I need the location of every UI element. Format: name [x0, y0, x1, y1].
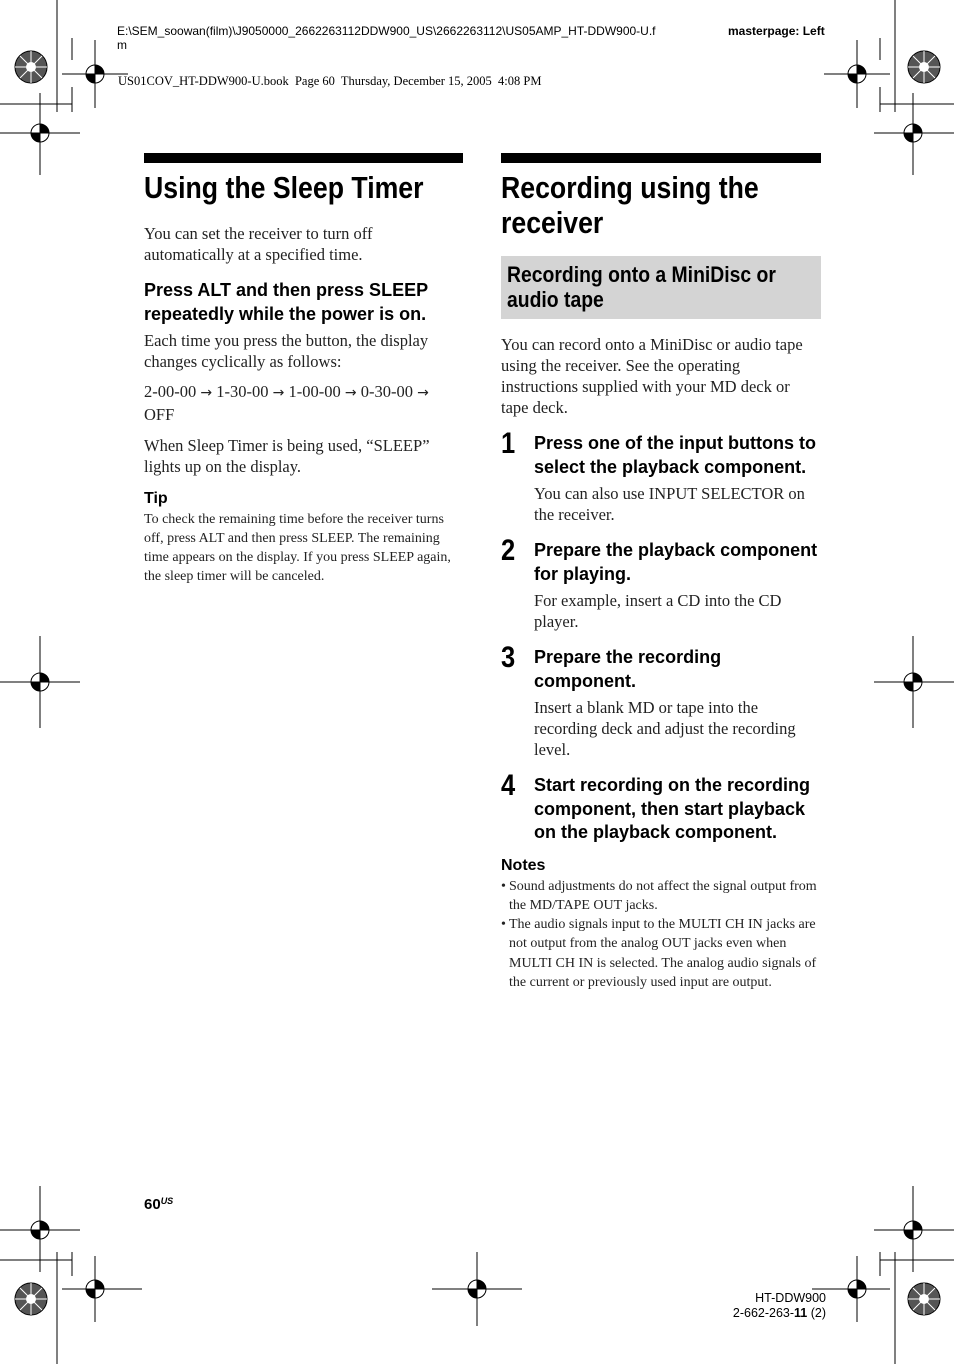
cycle-step: 1-00-00 — [288, 382, 341, 401]
instruction-heading: Press ALT and then press SLEEP repeatedly while the power is on. — [144, 280, 428, 324]
step-body: You can also use INPUT SELECTOR on the receiver. — [534, 484, 805, 524]
registration-wheel-icon — [906, 49, 942, 85]
part-code: 2-662-263-11 (2) — [732, 1306, 826, 1320]
step-4 — [501, 769, 821, 845]
step-2 — [501, 534, 821, 632]
notes-label: Notes — [501, 856, 546, 874]
step-number: 4 — [501, 769, 516, 802]
step-1 — [501, 427, 821, 525]
model-name: HT-DDW900 — [755, 1291, 826, 1305]
step-heading: Press one of the input buttons to select the playback component. — [534, 433, 816, 477]
step-3 — [501, 641, 821, 760]
section-rule — [501, 153, 821, 163]
step-heading: Prepare the recording component. — [534, 647, 722, 691]
left-column — [144, 153, 463, 586]
page-number-value: 60 — [144, 1196, 161, 1213]
arrow-icon: → — [344, 385, 357, 401]
arrow-icon: → — [417, 385, 429, 401]
registration-wheel-icon — [13, 1281, 49, 1317]
step-heading: Start recording on the recording component, then start playback on the playback component. — [534, 775, 811, 842]
registration-wheel-icon — [906, 1281, 942, 1317]
intro-paragraph: You can record onto a MiniDisc or audio tape using the receiver. See the operating instructions supplied with your MD deck or tape deck. — [501, 335, 803, 417]
notes-list — [501, 877, 821, 993]
cycle-step: OFF — [144, 405, 175, 424]
arrow-icon: → — [200, 385, 213, 401]
step-number: 1 — [501, 427, 516, 460]
cycle-step: 1-30-00 — [216, 382, 269, 401]
subsection-header — [501, 256, 821, 319]
intro-paragraph: You can set the receiver to turn off automatically at a specified time. — [144, 224, 373, 264]
cycle-step: 0-30-00 — [360, 382, 413, 401]
note-item: • Sound adjustments do not affect the signal output from the MD/TAPE OUT jacks. — [501, 877, 821, 916]
step-number: 2 — [501, 534, 516, 567]
model-block — [733, 1291, 826, 1321]
cycle-step: 2-00-00 — [144, 382, 197, 401]
file-path: E:\SEM_soowan(film)\J9050000_2662263112DDW900_US\2662263112\US05AMP_HT-DDW900-U.fm — [117, 24, 656, 52]
arrow-icon: → — [272, 385, 285, 401]
step-body: For example, insert a CD into the CD player. — [534, 591, 782, 631]
step-heading: Prepare the playback component for playing. — [534, 540, 818, 584]
note-item: • The audio signals input to the MULTI CH IN jacks are not output from the analog OUT jacks even when MULTI CH IN is selected. The analog audio signals of the current or previously used input are output. — [501, 915, 821, 992]
book-info-line: US01COV_HT-DDW900-U.book Page 60 Thursday, December 15, 2005 4:08 PM — [118, 74, 542, 88]
section-title: Recording using the receiver — [501, 170, 759, 240]
each-time-paragraph: Each time you press the button, the display changes cyclically as follows: — [144, 331, 429, 371]
step-body: Insert a blank MD or tape into the recording deck and adjust the recording level. — [534, 698, 796, 759]
page-number-suffix: US — [160, 1196, 174, 1206]
tip-label: Tip — [144, 490, 168, 507]
subsection-title: Recording onto a MiniDisc or audio tape — [507, 262, 776, 312]
section-title: Using the Sleep Timer — [144, 170, 424, 205]
cycle-sequence — [144, 381, 463, 425]
page-number — [144, 1196, 173, 1213]
tip-text: To check the remaining time before the receiver turns off, press ALT and then press SLEEP. The remaining time appears on the display. If you press SLEEP again, the sleep timer will be canceled. — [144, 512, 451, 584]
in-use-paragraph: When Sleep Timer is being used, “SLEEP” lights up on the display. — [144, 436, 430, 476]
right-column — [501, 153, 821, 992]
step-number: 3 — [501, 641, 516, 674]
section-rule — [144, 153, 463, 163]
masterpage-label: masterpage: Left — [728, 24, 825, 38]
